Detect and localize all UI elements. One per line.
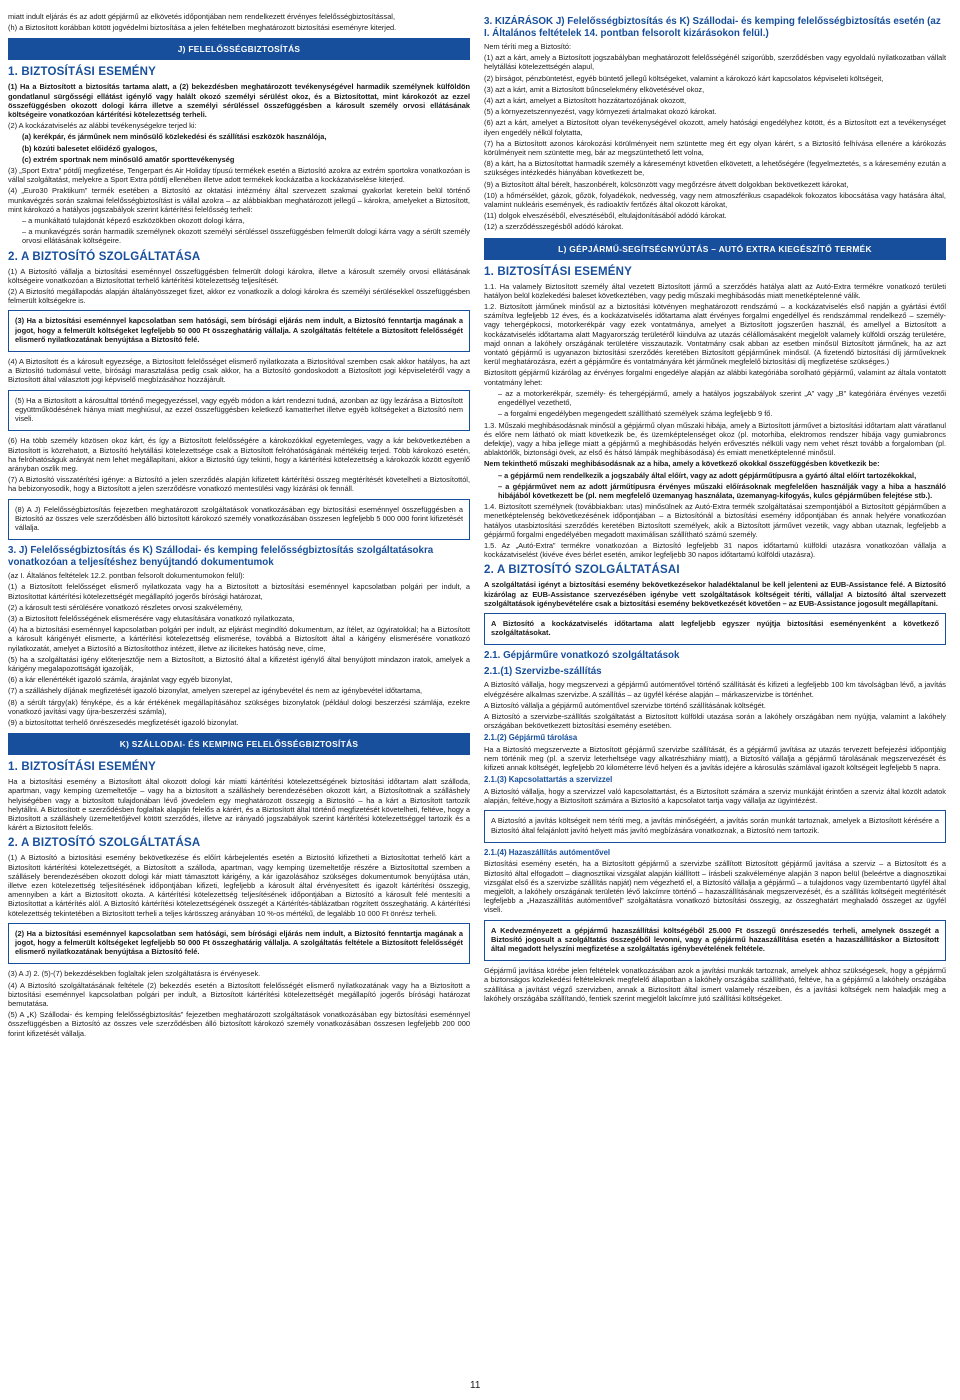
j2-box-8-text: (8) A J) Felelősségbiztosítás fejezetben meghatározott szolgáltatások vonatkozásában egy biztosítási eseménnyel összefüggésben a Biztosító az összes vele szerződésben álló biztosított károkozó személy vonatkozásában összesen legfeljebb 5 000 000 forint kifizetését vállalja. [15, 504, 463, 532]
l2-box [484, 613, 946, 645]
l214-box [484, 920, 946, 962]
j2-paragraph-7: (7) A Biztosító visszatérítési igénye: a Biztosító a jelen szerződés alapján kifizetett kártérítési összeg megtérítését követelheti a Biztosítottól, ha bebizonyosodik, hogy a Biztosított a jelen szerződésre vonatkozó mentesülési vagy kizárási ok fennáll. [8, 475, 470, 494]
l21-heading: 2.1. Gépjárműre vonatkozó szolgáltatások [484, 650, 680, 662]
l2-box-text: A Biztosító a kockázatviselés időtartama alatt legfeljebb egyszer nyújtja biztosítási eseményenként a következő szolgáltatásokat. [491, 618, 939, 638]
l1-2-paragraph: 1.2. Biztosított járműnek minősül az a biztosítási kötvényen meghatározott rendszámú – a kockázatviselés első napján a gyártási évtől számítva legfeljebb 12 éves, és a kockázatviselés időtartama alatt érvényes forgalmi engedéllyel és rendszámmal rendelkező – személy- vagy tehergépkocsi, motorkerékpár vagy ezek vontatmánya, amelyet a Biztosított jogszerűen használ, és amellyel a Biztosított a kockázatviselés időtartama alatt Magyarország területéről kiindulva az utazás célállomásaként megjelölt valamely külföldi ország területére, majd onnan a lakóhely országának területére visszautazik. Vontatmány csak abban az esetben minősül Biztosított járműnek, ha az azt vontató gépjármű is ugyanazon biztosítási szerződés keretében Biztosított gépjárműnek minősül. (A fizetendő biztosítási díj járműveknek kerül meghatározásra, ezért a gépjárműre és vontatmányára két járműnek megfelelő biztosítási díj megfizetése szükséges.) [484, 302, 946, 367]
j3-item-7: (7) a szálláshely díjának megfizetését igazoló bizonylat, amelyen szerepel az igénybevétel és nem az igénybevétel időtartama, [8, 686, 423, 696]
k2-paragraph-1: (1) A Biztosító a biztosítási esemény bekövetkezése és előírt kárbejelentés esetén a Biztosító kifizetheti a Biztosítottat terhelő kárt a Biztosított kártérítési kötelezettségét, a Biztosított a szálloda, apartman, vagy kemping üzemeltetője részére a Biztosítottal szemben a szállásely berendezésében okozott dologi kár miatt támasztott kárigény, a kár igazolásához szükséges dokumentumok benyújtása után, illetve ezen kötelezettség teljesítésének időpontjában kifizeti, legfeljebb a károsult által érvényesített és igazolt kártérítési összegig, amennyiben a kárt a Biztosított okozta. A kártérítési kötelezettség teljesítésének időpontjában a Biztosító a károsult felé mentesíti a Biztosítottat a kártérítés alól. A Biztosító kártérítési kötelezettségének összegét a Kártérítés-táblázatban rögzített összeghatárig. A kártérítési kötelezettség tekintetében a Biztosított terheli a teljes kárösszeg arányában 10 %-os mértékű, de legalább 10 000 Ft önrész terheli. [8, 853, 470, 918]
section-bar-k: K) SZÁLLODAI- ÉS KEMPING FELELŐSSÉGBIZTOSÍTÁS [8, 733, 470, 755]
j2-heading: 2. A BIZTOSÍTÓ SZOLGÁLTATÁSA [8, 250, 201, 263]
k2-box-2-text: (2) Ha a biztosítási eseménnyel kapcsolatban sem hatósági, sem bírósági eljárás nem indult, a Biztosító fenntartja magának a jogot, hogy a felmerült költségeket legfeljebb 50 000 Ft összeghatárig vállalja. A szolgáltatás feltétele a Biztosított felelősségét elismerő nyilatkozatának benyújtása a Biztosító felé. [15, 928, 463, 957]
j3-item-9: (9) a biztosítottat terhelő önrészesedés megfizetését igazoló bizonylat. [8, 717, 239, 727]
r3-item-1: (1) azt a kárt, amely a Biztosított jogszabályban meghatározott felelősségénél szigorúbb, szerződésben vagy egyoldalú nyilatkozatban vállalt helytállási kötelezettségén alapul, [484, 53, 946, 72]
j1-paragraph-3: (3) „Sport Extra” pótdíj megfizetése, Tengerpart és Air Holiday típusú termékek esetén a Biztosító azokra az extrém sportokra vonatkozóan is vállal szolgáltatást, melyekre a Sport Extra pótdíj ellenében illetve adott termékek kockázatba a kockázatviselése kiterjed. [8, 166, 470, 185]
l1-1-paragraph: 1.1. Ha valamely Biztosított személy által vezetett Biztosított jármű a szerződés hatálya alatt az Autó-Extra termékre vonatkozó területi hatályon belül közlekedési baleset következtében, vagy pedig műszaki meghibásodás miatt menetképtelenné válik. [484, 281, 946, 300]
l214-box-text: A Kedvezményezett a gépjármű hazaszállítási költségéből 25.000 Ft összegű önrészesedés terheli, amelynek összegét a Biztosító jogosult a szolgáltatás összegéből levonni, vagy a gépjármű hazaszállítása esetén a hazaszállításkor a Biztosított által megadott helyszíni megfizetése a szolgáltatás igénybevételének feltétele. [491, 925, 939, 953]
k2-heading: 2. A BIZTOSÍTÓ SZOLGÁLTATÁSA [8, 837, 201, 850]
section-bar-l: L) GÉPJÁRMŰ-SEGÍTSÉGNYÚJTÁS – AUTÓ EXTRA KIEGÉSZÍTŐ TERMÉK [484, 238, 946, 260]
l1-heading: 1. BIZTOSÍTÁSI ESEMÉNY [484, 265, 632, 278]
j2-paragraph-4: (4) A Biztosított és a károsult egyezsége, a Biztosított felelősséget elismerő nyilatkozata a Biztosítóval szemben csak akkor hatályos, ha azt a Biztosító tudomásul vette, bírósági marasztalása pedig csak akkor, ha a Biztosító gondoskodott a Biztosított jogi képviseletéről vagy a Biztosított által választott jogi képviselő megbízásához hozzájárult. [8, 357, 470, 385]
l1-5-paragraph: 1.5. Az „Autó-Extra” termékre vonatkozóan a Biztosító legfeljebb 31 napos időtartamú külföldi utazásra vonatkozóan vállalja a kockázatviselést (kivéve éves bérlet esetén, amikor legfeljebb 30 napos időtartamú külföldi utazásra). [484, 540, 946, 560]
l1-2-paragraph-b: Biztosított gépjármű kizárólag az érvényes forgalmi engedélye alapján az alábbi kategóriába sorolható gépjármű, valamint az általa vontatott vontatmány lehet: [484, 368, 946, 387]
l212-paragraph: Ha a Biztosító megszervezte a Biztosított gépjármű szervizbe szállítását, és a gépjármű javítása az utazás tervezett befejezési időpontjáig nem történik meg (pl. a szerviz leterheltsége vagy alkatrészhiány miatt), a Biztosító vállalja a gépjármű tárolásának megszervezését és kifizeti annak költségét, legfeljebb 20 kilométerre lévő helyen és a javítás idejére a károsulás számlával igazolt költségeit legfeljebb 5 napra. [484, 744, 946, 773]
k1-heading: 1. BIZTOSÍTÁSI ESEMÉNY [8, 761, 156, 774]
j1-item-4b: – a munkavégzés során harmadik személynek okozott személyi sérüléssel összefüggésben felmerült dologi kárra vagy a sérült személy orvosi ellátásának költségeire. [22, 227, 470, 246]
j2-box-5-text: (5) Ha a Biztosított a károsulttal történő megegyezéssel, vagy egyéb módon a kárt rendezni tudná, azonban az ügy lezárása a Biztosított együttműködésének hiánya miatt meghiúsul, az ezzel összefüggésben keletkező kamatterhet illetve egyéb költségeket a Biztosító nem viseli. [15, 395, 463, 424]
l213-box [484, 810, 946, 842]
r3-item-11: (11) dolgok elveszéséből, elvesztéséből, eltulajdonításából adódó károkat. [484, 211, 727, 221]
l213-paragraph: A Biztosító vállalja, hogy a szervizzel való kapcsolattartást, és a Biztosított számára a szerviz munkáját érintően a szerviz által közölt adatok alapján, feltéve,hogy a Biztosított számára a Biztosító a kapcsolatot tartja vagy vállalja az ügyintézést. [484, 786, 946, 806]
l214-paragraph: Biztosítási esemény esetén, ha a Biztosított gépjármű a szervizbe szállított Biztosított gépjármű javítása a szerviz – a Biztosított és a Biztosító által elfogadott – diagnosztikai vizsgálat alapján kiállított – írásbeli szakvéleménye alapján 3 napon belül (beleértve a diagnosztikai vizsgálat első és a szervizbe szállítás napját) nem végezhető el, a Biztosító vállalja a gépjármű – a tulajdonos vagy üzembentartó ügyfél által megjelölt, a lakóhely országának területén lévő lakcímre történő – hazaszállításának megszervezését, és a szállítás költségeit megtérítését legfeljebb a „Hazaszállítás autómentővel” szolgáltatásra vonatkozó biztosítási összegig, az összeghatárt meghaladó összeget az ügyfél viseli. [484, 859, 946, 915]
k2-paragraph-3: (3) A J) 2. (5)-(7) bekezdésekben foglaltak jelen szolgáltatásra is érvényesek. [8, 969, 261, 979]
j2-box-5 [8, 390, 470, 432]
j3-item-1: (1) a Biztosított felelősséget elismerő nyilatkozata vagy ha a Biztosított a biztosítási eseménnyel kapcsolatban polgári per indult, a Biztosítottat kártérítési kötelezettségét megállapító jogerős bírósági határozat, [8, 582, 470, 601]
l1-4-paragraph: 1.4. Biztosított személynek (továbbiakban: utas) minősülnek az Autó-Extra termék szolgáltatásai szempontjából a Biztosított gépjárműben a menetképtelenség bekövetkezésének időpontjában – a Biztosítónál a biztosítási esemény időpontjában és annak helyére vonatkozóan hatályos utasbiztosítási szerződés keretében Biztosított személyek, akik a Biztosított járművet vezetik, vagy abban utaznak, legfeljebb a gépjármű forgalmi engedélyében megadott maximálisan szállítható számú személy. [484, 502, 946, 539]
r3-intro: Nem téríti meg a Biztosító: [484, 42, 572, 51]
j2-paragraph-6: (6) Ha több személy közösen okoz kárt, és így a Biztosított felelősségére a károkozókkal egyetemleges, vagy a kár bekövetkeztében a Biztosított is közrehatott, a Biztosító helytállási kötelezettsége csak a Biztosított felróhatóságának mértékéig terjed. Több károkozó esetén, ha felróhatóságuk arányát nem lehet megállapítani, akkor a Biztosító úgy tekinti, hogy a kártérítési kötelezettség a károkozók között egyenlő arányban oszlik meg. [8, 436, 470, 473]
j3-subheading: (az I. Általános feltételek 12.2. pontban felsorolt dokumentumokon felül): [8, 571, 245, 581]
j1-paragraph-4: (4) „Euro30 Praktikum” termék esetében a Biztosító az oktatási intézmény által szervezett szakmai gyakorlat keretein belül történő munkavégzés során szakmai felelősségbiztosítást is vállal azokra – az alábbiakban meghatározott jellegű – károkra, amelyeket a Biztosított, mint károkozó a hatályos jogszabályok szerint kártérítési felelősség terheli: [8, 186, 470, 214]
l213-box-text: A Biztosító a javítás költségeit nem téríti meg, a javítás minőségéért, a javítás során munkát tartoznak, amelyek a Biztosított kérésére a Biztosító által felajánlott javító helyett más javító megbízására vonatkoznak, a Biztosító nem tartozik. [491, 816, 939, 835]
j1-item-c: (c) extrém sportnak nem minősülő amatőr sporttevékenység [22, 154, 235, 164]
l214-heading: 2.1.(4) Hazaszállítás autómentővel [484, 847, 611, 857]
r3-item-10: (10) a hőmérséklet, gázok, gőzök, folyadékok, nedvesség, vagy nem atmoszférikus csapadékok fokozatos kibocsátása vagy hatására által, valamint nukleáris események, és radioaktív fertőzés által okozott károkat, [484, 190, 946, 210]
r3-item-9: (9) a Biztosított által bérelt, haszonbérelt, kölcsönzött vagy megőrzésre átvett dolgokban bekövetkezett károkat, [484, 179, 849, 189]
page-number: 11 [470, 1380, 481, 1391]
k2-paragraph-4: (4) A Biztosító szolgáltatásának feltétele (2) bekezdés esetén a Biztosított felelősségét elismerő nyilatkozatának vagy ha a Biztosított a biztosítási eseménnyel kapcsolatban polgári per indult, a Biztosított kártérítési kötelezettségét megállapító jogerős bírósági határozat bemutatása. [8, 980, 470, 1009]
section-bar-j: J) FELELŐSSÉGBIZTOSÍTÁS [8, 38, 470, 60]
j3-item-2: (2) a károsult testi sérülésére vonatkozó részletes orvosi szakvélemény, [8, 602, 243, 612]
intro-cont-1: miatt indult eljárás és az adott gépjármű az elkövetés időpontjában nem rendelkezett érvényes felelősségbiztosítással, [8, 12, 395, 21]
l212-heading: 2.1.(2) Gépjármű tárolása [484, 733, 578, 743]
j1-paragraph-2: (2) A kockázatviselés az alábbi tevékenységekre terjed ki: [8, 121, 197, 131]
k2-box-2 [8, 923, 470, 965]
j2-paragraph-1: (1) A Biztosító vállalja a biztosítási eseménnyel összefüggésben felmerült dologi károkra, illetve a károsult személy orvosi ellátásának költségeire vonatkozóan a Biztosítottat terhelő kártérítési kötelezettség teljesítését. [8, 266, 470, 285]
r3-item-5: (5) a környezetszennyezést, vagy környezeti ártalmakat okozó károkat. [484, 107, 717, 117]
j3-item-4: (4) ha a biztosítási eseménnyel kapcsolatban polgári per indult, az eljárást megindító dokumentum, az ítélet, az ügyiratokkal; ha a Biztosított a károsult kárigényét elismerte, a kártérítési kötelezettség elismerése, továbbá a Biztosított által a kárigény elismerésére vonatkozó nyilatkozatát, amelyet a Biztosító a Biztosítotthoz intézett, illetve az ilicitekes hatóság neve, címe, [8, 625, 470, 653]
l2-intro: A szolgáltatási igényt a biztosítási esemény bekövetkezésekor haladéktalanul be kell jelenteni az EUB-Assistance felé. A Biztosító kizárólag az EUB-Assistance szervezésében igénybe vett szolgáltatások költségeit téríti, vállalja! A biztosító által szervezett szolgáltatások igénybevételére csak a biztosítási esemény bekövetkezését követően – az EUB-Assistance jogosult megállapítani. [484, 580, 946, 608]
l1-3-item-d: – a gépjárművet nem az adott járműtípusra érvényes műszaki előírásoknak megfelelően használják vagy a hiba a használó hibájából következett be (pl. nem megfelelő üzemanyag használata, üzemanyag-kifogyás, kulcs gépjárműben felejtése stb.). [498, 481, 946, 500]
r3-item-7: (7) ha a Biztosított azonos károkozási körülményeit nem szüntette meg ért egy olyan kárért, s a Biztosító felhívása ellenére a kárókozás körülményeit nem szüntette meg, bár az megszüntethető lett volna, [484, 138, 946, 158]
j3-item-8: (8) a sérült tárgy(ak) fényképe, és a kár értékének megállapításához szükséges bizonylatok (például dologi beszerzési számlája, ezekre vonatkozó javítási vagy újra-beszerzési számla), [8, 697, 470, 716]
k2-paragraph-5: (5) A „K) Szállodai- és kemping felelősségbiztosítás” fejezetben meghatározott szolgáltatások vonatkozásában egy biztosítási eseménnyel összefüggésben a Biztosító az összes vele szerződésben álló biztosított károkozó személy vonatkozásában összesen legfeljebb 200 000 forint kifizetését vállalja. [8, 1010, 470, 1038]
j2-box-3-text: (3) Ha a biztosítási eseménnyel kapcsolatban sem hatósági, sem bírósági eljárás nem indult, a Biztosító fenntartja magának a jogot, hogy a felmerült költségeket legfeljebb 50 000 Ft összeghatárig vállalja. A szolgáltatás feltétele a Biztosított felelősségét elismerő nyilatkozatának benyújtása a Biztosító felé. [15, 316, 463, 344]
r3-item-2: (2) bírságot, pénzbüntetést, egyéb büntető jellegű költségeket, valamint a károkozó kárt kapcsolatos képviseleti költségeit, [484, 73, 884, 83]
j1-item-b: (b) közúti balesetet előidéző gyalogos, [22, 143, 158, 153]
l211-paragraph-2: A Biztosító vállalja a gépjármű autómentővel szervizbe történő szállításának költségét. [484, 700, 766, 710]
j2-box-8 [8, 499, 470, 541]
j1-item-a: (a) kerékpár, és járműnek nem minősülő közlekedési és szállítási eszközök használója, [22, 132, 327, 142]
j3-item-6: (6) a kár ellenértékét igazoló számla, árajánlat vagy egyéb bizonylat, [8, 675, 233, 685]
j3-heading: 3. J) Felelősségbiztosítás és K) Szállodai- és kemping felelősségbiztosítás szolgáltatásokra vonatkozóan a teljesítéshez benyújtandó dokumentumok [8, 545, 434, 568]
r3-item-4: (4) azt a kárt, amelyet a Biztosított hozzátartozójának okozott, [484, 96, 687, 106]
r3-item-8: (8) a kárt, ha a Biztosítottat harmadik személy a káreseményt követően elkövetett, a lehetőségére (fegyelmeztetés, s a káresemény ezután a szükséges intézkedés hiányában következett be, [484, 159, 946, 178]
l1-3-paragraph-b: Nem tekinthető műszaki meghibásodásnak az a hiba, amely a következő okokkal összefüggésben következik be: [484, 459, 880, 469]
l1-2-item-c: – az a motorkerékpár, személy- és tehergépjármű, amely a hatályos jogszabályok szerint „A” vagy „B” kategóriára érvényes vezetői engedéllyel vezethető, [498, 388, 946, 408]
l211-heading: 2.1.(1) Szervizbe-szállítás [484, 665, 602, 677]
r3-item-3: (3) azt a kárt, amit a Biztosított bűncselekmény elkövetésével okoz, [484, 84, 705, 94]
intro-cont-2: (h) a Biztosított korábban kötött jogvédelmi biztosítása a jelen feltételben meghatározott biztosítási eseményre kiterjed. [8, 23, 397, 33]
j3-item-5: (5) ha a szolgáltatási igény előterjesztője nem a Biztosított, a Biztosító által a kifizetést igénylő által benyújtott mindazon iratok, amelyek a kárigény megalapozottságát igazolják, [8, 654, 470, 673]
j1-paragraph-1: (1) Ha a Biztosított a biztosítás tartama alatt, a (2) bekezdésben meghatározott tevékenységével harmadik személynek külföldön gondatlanul sürgősségi ellátást igénylő vagy halált okozó személyi sérülést okoz, és a Biztosítottat, mint károkozót az ezzel összefüggésben okozott dologi kárra illetve a személyi sérüléssel összefüggésben a károsult személy orvosi ellátásának költségeire vonatkozóan kártérítési kötelezettség terheli. [8, 82, 470, 120]
j2-box-3 [8, 310, 470, 352]
l1-3-paragraph: 1.3. Műszaki meghibásodásnak minősül a gépjármű olyan műszaki hibája, amely a Biztosított járművet a biztosítási időtartam alatt váratlanul és előre nem látható ok miatt következik be, és üzemképtelenséget okoz (pl. motorhiba, elektromos rendszer hibája vagy gumiabroncs defektje), vagy a hiba jellege miatt a gépjármű a meghibásodás helyén erővesztés nélküli vagy nem vehet részt tovább a forgalomban (pl. ablaktörlők, biztonsági övek, az első és hátsó lámpák meghibásodása) és emiatt menetképtelenné minősül. [484, 420, 946, 458]
l1-2-item-d: – a forgalmi engedélyben megengedett szállítható személyek száma legfeljebb 9 fő. [498, 409, 773, 419]
l1-3-item-c: – a gépjármű nem rendelkezik a jogszabály által előírt, vagy az adott gépjárműtípusra a gyártó által előírt tartozékokkal, [498, 470, 917, 480]
k1-paragraph-1: Ha a biztosítási esemény a Biztosított által okozott dologi kár miatti kártérítési kötelezettségének biztosítási időtartam alatt szálloda, apartman, vagy kemping üzemeltetője – vagy ha a biztosított a szálláshely berendezésében okozott kárt, a Biztosítottnak a szálláshely helyiségében vagy a biztosított tulajdonában lévő jövedelem egy meghatározott összegig a Biztosító – ha a kárt a Biztosított tartozik helytállni. A Biztosított e szerződésben foglaltak alapján felelős a kárért, és a Biztosított által történő megfizetését követelheti, feltéve, hogy a Biztosított a szálláshely üzemeltetőjével kötött szerződés, illetve az irányadó jogszabályok szerint kártérítési kötelezettséggel tartozik és a kárért a Biztosított felelős. [8, 777, 470, 833]
l214-paragraph-2: Gépjármű javítása körébe jelen feltételek vonatkozásában azok a javítási munkák tartoznak, amelyek ahhoz szükségesek, hogy a gépjármű a biztonságos közlekedési feltételeknek megfelelő állapotban a lakóhely országába szállítható, feltéve, ha a gépjármű a lakóhely országába szállítása a javítást végző szervizben, annak a Biztosított által ismert valamely részeiben, és a javítási költségek nem haladják meg a lakóhely országába szállítandó, fentiek szerint megjelölt lakcímre jutó szállítási költségeket. [484, 966, 946, 1003]
j3-item-3: (3) a Biztosított felelősségének elismerésére vagy elutasítására vonatkozó nyilatkozata, [8, 613, 295, 623]
left-column [8, 12, 470, 1367]
l2-heading: 2. A BIZTOSÍTÓ SZOLGÁLTATÁSAI [484, 564, 680, 577]
r3-item-12: (12) a szerződésszegésből adódó károkat. [484, 222, 624, 232]
l211-paragraph: A Biztosító vállalja, hogy megszervezi a gépjármű autómentővel történő szállítását és kifizeti a legfeljebb 100 km távolságban lévő, a javítás elvégzésére alkalmas szervizbe. A szállítás – az ügyfél kérése alapján – márkaszervizbe is történhet. [484, 680, 946, 699]
j2-paragraph-2: (2) A Biztosító megállapodás alapján általányösszeget fizet, akkor ez vonatkozik a dologi károkra és személyi sérülésekkel összefüggésben felmerült költségekre is. [8, 287, 470, 306]
r3-heading: 3. KIZÁRÁSOK J) Felelősségbiztosítás és K) Szállodai- és kemping felelősségbiztosítás esetén (az I. Általános feltételek 14. pontban felsorolt kizárásokon felül.) [484, 16, 941, 39]
j1-item-4a: – a munkáltató tulajdonát képező eszközökben okozott dologi kárra, [22, 216, 245, 226]
right-column [484, 12, 946, 1367]
j1-heading: 1. BIZTOSÍTÁSI ESEMÉNY [8, 66, 156, 79]
r3-item-6: (6) azt a kárt, amelyet a Biztosított olyan tevékenységével okozott, amely hatósági engedélyhez kötött, és a Biztosított ezt a tevékenységet ilyen engedély nélkül folytatta, [484, 118, 946, 137]
l211-paragraph-3: A Biztosító a szervizbe-szállítás szolgáltatást a Biztosított külföldi utazása során a lakóhely országában nem nyújtja, valamint a lakóhely országában bekövetkezett biztosítási esemény esetében. [484, 711, 946, 731]
l213-heading: 2.1.(3) Kapcsolattartás a szervizzel [484, 775, 613, 785]
